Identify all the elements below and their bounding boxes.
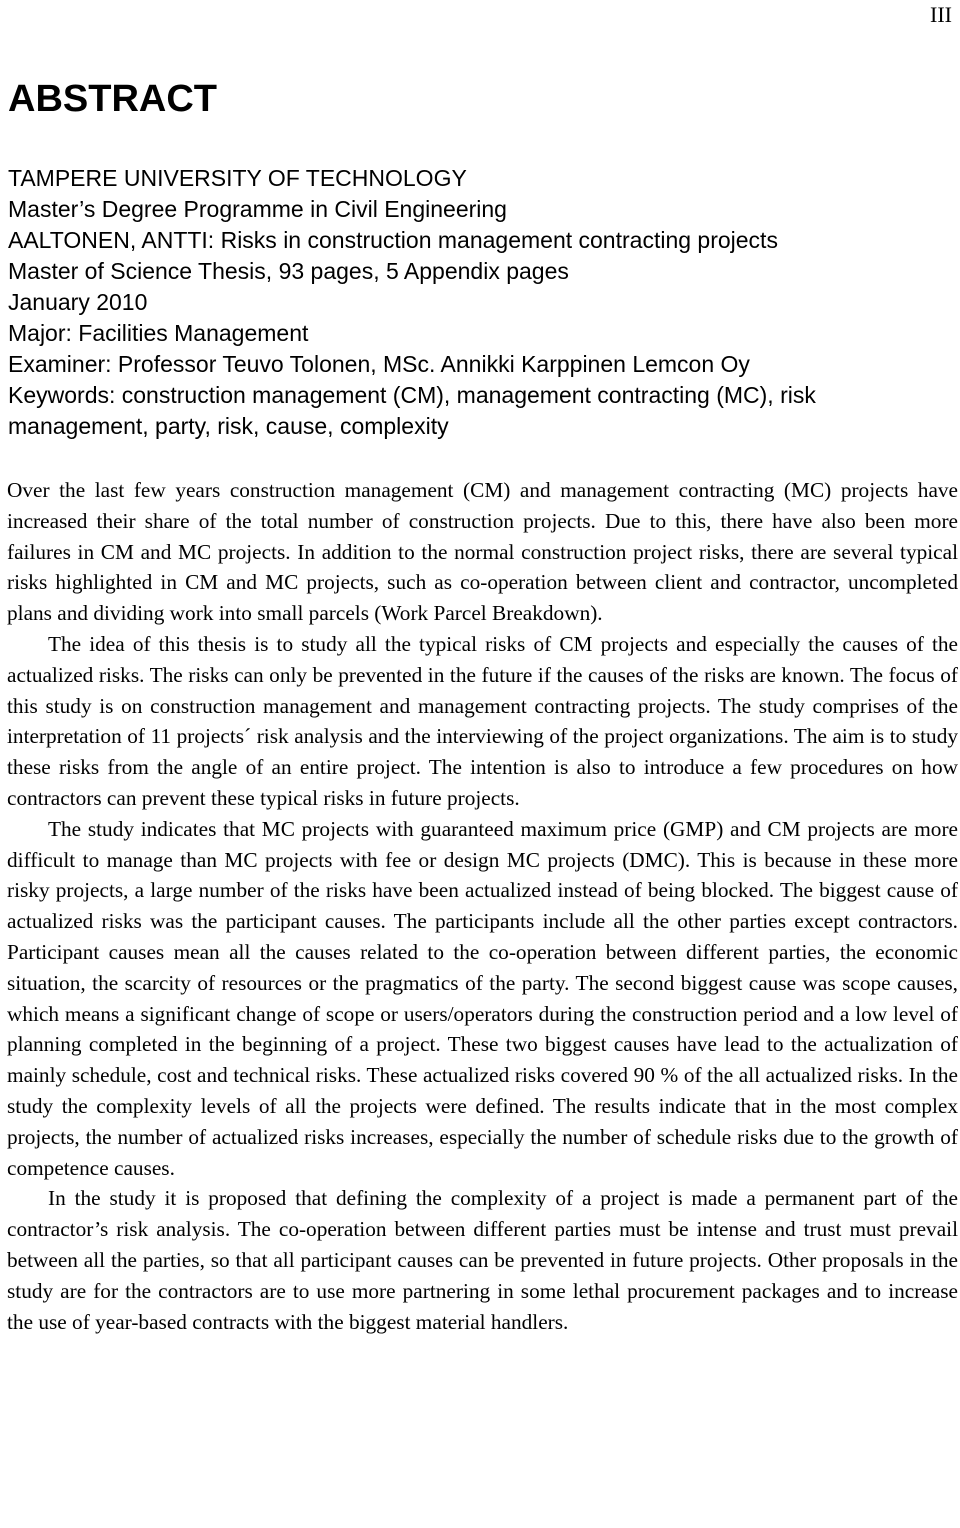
abstract-paragraph-4: In the study it is proposed that defining the complexity of a project is made a permanent part of the contractor’s risk analysis. The co-operation between different parties must be intense and trust must prevail between all the parties, so that all participant causes can be prevented in future projects. Other proposals in the study are for the contractors are to use more partnering in some lethal procurement packages and to increase the use of year-based contracts with the biggest material handlers.: [7, 1186, 958, 1334]
thesis-metadata: [8, 163, 958, 442]
abstract-paragraph-1: Over the last few years construction management (CM) and management contracting (MC) projects have increased their share of the total number of construction projects. Due to this, there have also been more failures in CM and MC projects. In addition to the normal construction project risks, there are several typical risks highlighted in CM and MC projects, such as co-operation between client and contractor, uncompleted plans and dividing work into small parcels (Work Parcel Breakdown).: [7, 478, 958, 626]
page-number: III: [930, 2, 952, 27]
abstract-heading: ABSTRACT: [8, 78, 217, 120]
major-field: Major: Facilities Management: [8, 320, 309, 346]
abstract-paragraph-2: The idea of this thesis is to study all the typical risks of CM projects and especially the causes of the actualized risks. The risks can only be prevented in the future if the causes of the risks are known. The focus of this study is on construction management and management contracting projects. The study comprises of the interpretation of 11 projects´ risk analysis and the interviewing of the project organizations. The aim is to study these risks from the angle of an entire project. The intention is also to introduce a few procedures on how contractors can prevent these typical risks in future projects.: [7, 631, 958, 810]
abstract-paragraph-3: The study indicates that MC projects with guaranteed maximum price (GMP) and CM projects are more difficult to manage than MC projects with fee or design MC projects (DMC). This is because in these more risky projects, a large number of the risks have been actualized instead of being blocked. The biggest cause of actualized risks was the participant causes. The participants include all the other parties except contractors. Participant causes mean all the causes related to the co-operation between different parties, the economic situation, the scarcity of resources or the pragmatics of the party. The second biggest cause was scope causes, which means a significant change of scope or users/operators during the construction period and a low level of planning completed in the beginning of a project. These two biggest causes have lead to the actualization of mainly schedule, cost and technical risks. These actualized risks covered 90 % of the all actualized risks. In the study the complexity levels of all the projects were defined. The results indicate that in the most complex projects, the number of actualized risks increases, especially the number of schedule risks due to the growth of competence causes.: [7, 816, 958, 1180]
thesis-info: Master of Science Thesis, 93 pages, 5 Appendix pages: [8, 258, 569, 284]
author-and-title: AALTONEN, ANTTI: Risks in construction management contracting projects: [8, 227, 778, 253]
thesis-date: January 2010: [8, 289, 148, 315]
abstract-body: [7, 475, 958, 1337]
examiners: Examiner: Professor Teuvo Tolonen, MSc. Annikki Karppinen Lemcon Oy: [8, 351, 750, 377]
university-name: TAMPERE UNIVERSITY OF TECHNOLOGY: [8, 165, 467, 191]
degree-programme: Master’s Degree Programme in Civil Engineering: [8, 196, 507, 222]
keywords: Keywords: construction management (CM), management contracting (MC), risk management, party, risk, cause, complexity: [8, 382, 816, 439]
